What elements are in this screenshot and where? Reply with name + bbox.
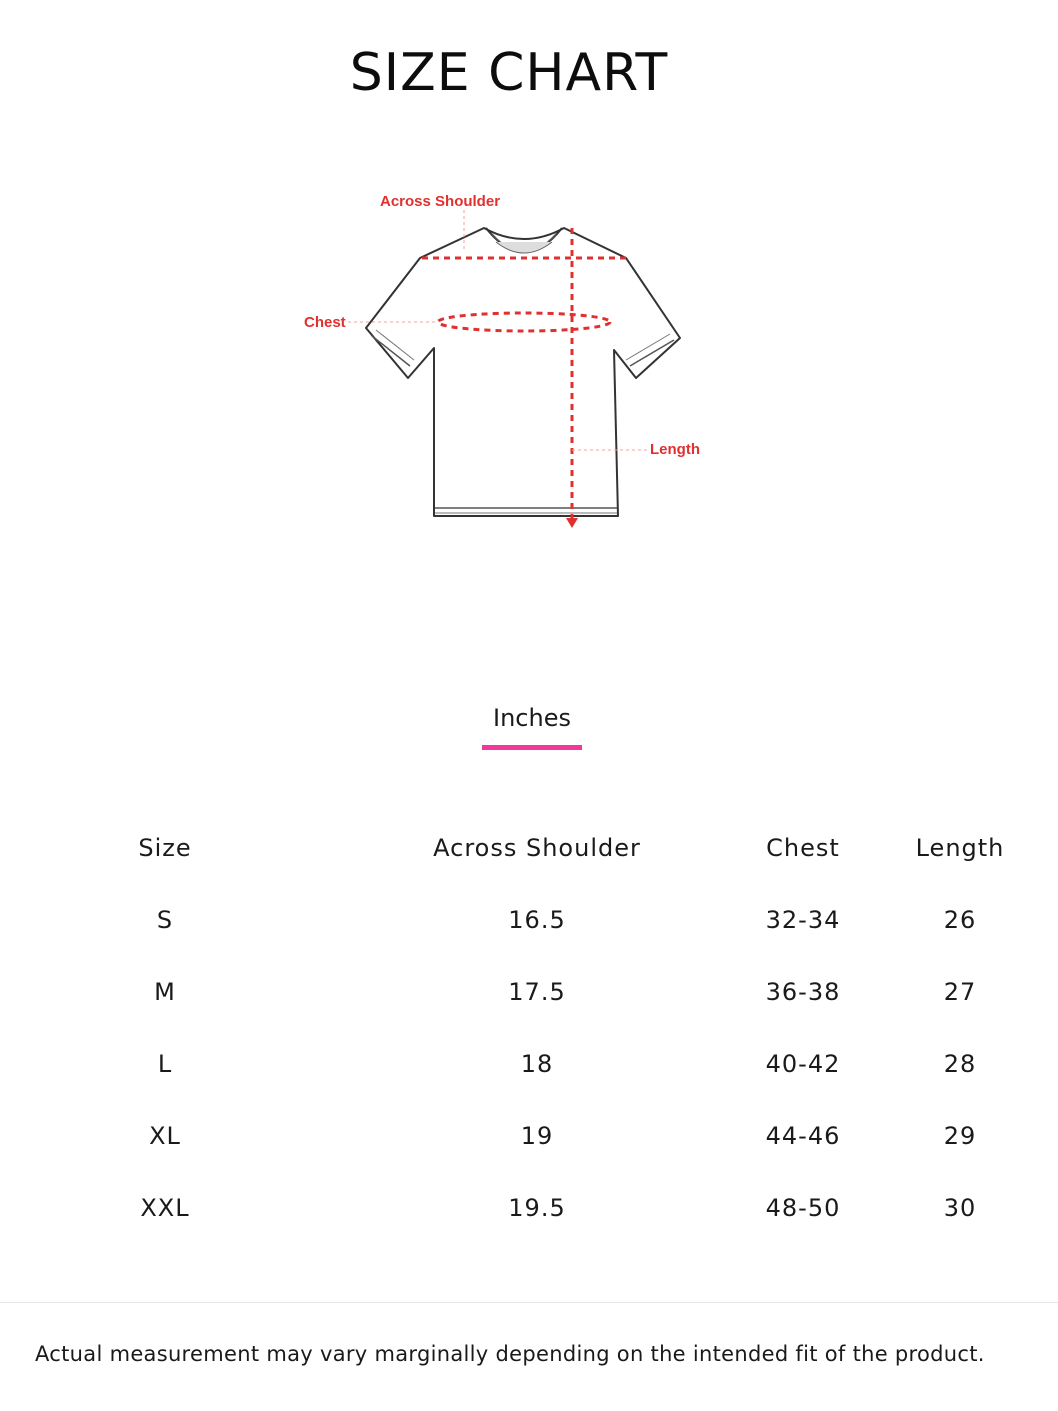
cell-size: L (157, 1050, 173, 1078)
cell-chest: 36-38 (765, 978, 841, 1006)
diagram-label-length: Length (650, 441, 700, 458)
diagram-label-across-shoulder: Across Shoulder (380, 193, 501, 210)
table-row (0, 1100, 1058, 1172)
active-tab-indicator (482, 745, 582, 750)
header-across-shoulder: Across Shoulder (433, 834, 641, 862)
cell-across-shoulder: 17.5 (508, 978, 566, 1006)
cell-chest: 48-50 (765, 1194, 841, 1222)
page-title: SIZE CHART (349, 43, 669, 103)
table-row (0, 884, 1058, 956)
cell-length: 28 (943, 1050, 977, 1078)
tab-inches-label: Inches (493, 704, 571, 732)
header-chest: Chest (766, 834, 840, 862)
tshirt-icon (296, 180, 716, 540)
table-row (0, 956, 1058, 1028)
cell-size: S (156, 906, 174, 934)
size-chart-table (0, 812, 1058, 1244)
cell-chest: 40-42 (765, 1050, 841, 1078)
cell-across-shoulder: 19.5 (508, 1194, 566, 1222)
cell-length: 30 (943, 1194, 977, 1222)
table-row (0, 1028, 1058, 1100)
cell-length: 26 (943, 906, 977, 934)
cell-across-shoulder: 16.5 (508, 906, 566, 934)
header-length: Length (915, 834, 1005, 862)
footer-divider (0, 1302, 1058, 1303)
cell-chest: 44-46 (765, 1122, 841, 1150)
cell-size: XL (149, 1122, 181, 1150)
tab-inches[interactable] (482, 700, 582, 750)
cell-length: 29 (943, 1122, 977, 1150)
header-size: Size (138, 834, 192, 862)
cell-size: M (154, 978, 176, 1006)
table-row (0, 1172, 1058, 1244)
table-header-row (0, 812, 1058, 884)
cell-chest: 32-34 (765, 906, 841, 934)
cell-across-shoulder: 18 (520, 1050, 554, 1078)
cell-size: XXL (140, 1194, 190, 1222)
tshirt-measurement-diagram (296, 180, 716, 540)
diagram-label-chest: Chest (304, 314, 346, 331)
cell-length: 27 (943, 978, 977, 1006)
cell-across-shoulder: 19 (520, 1122, 554, 1150)
measurement-disclaimer: Actual measurement may vary marginally depending on the intended fit of the product. (35, 1342, 985, 1366)
